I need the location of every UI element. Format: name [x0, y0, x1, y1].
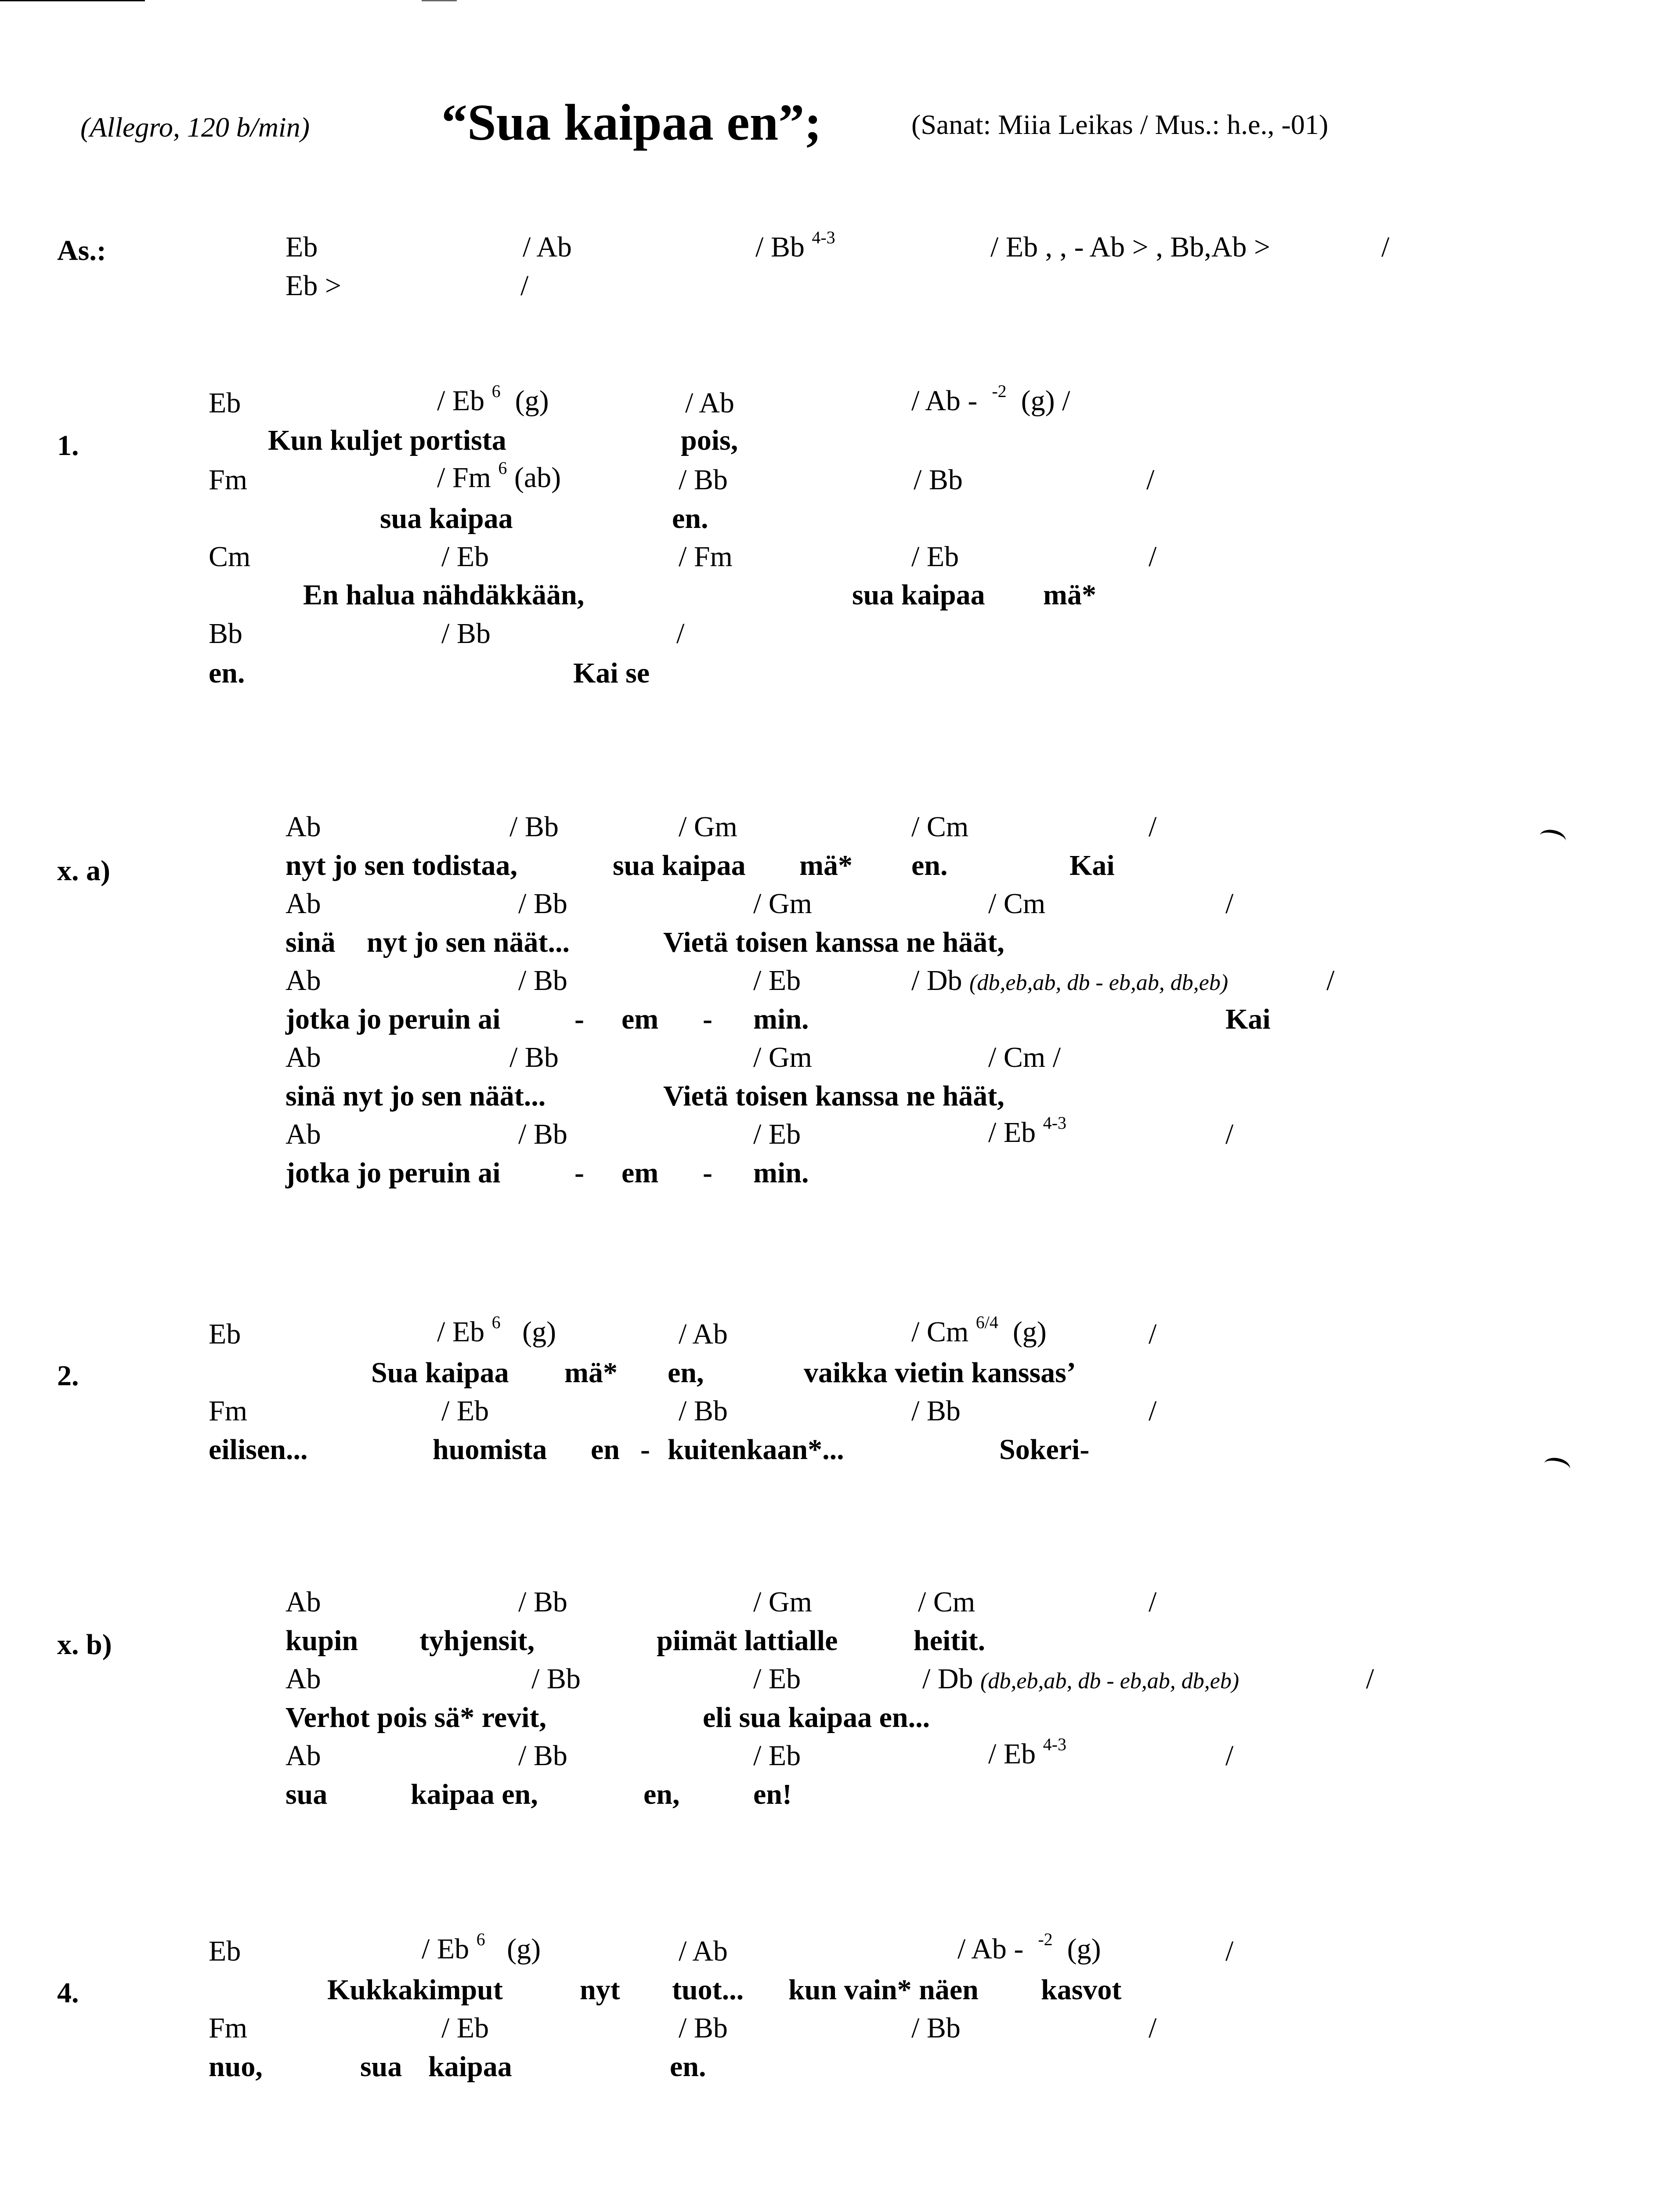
lyric: sua — [285, 1778, 328, 1810]
bar-line: / — [1225, 888, 1234, 920]
chord: Eb — [209, 387, 241, 419]
chord: / Ab — [685, 387, 734, 419]
chord: / Eb — [441, 541, 489, 573]
chord: / Cm — [988, 888, 1046, 920]
lyric: nyt jo sen näät... — [367, 926, 570, 958]
chord: / Gm — [753, 1041, 812, 1073]
lyric: en — [591, 1434, 620, 1466]
bar-line: / — [1225, 1118, 1234, 1150]
lyric: Vietä toisen kanssa ne häät, — [663, 1080, 1004, 1112]
lyric: sua — [360, 2051, 402, 2083]
lyric: en! — [753, 1778, 792, 1810]
lyric: min. — [753, 1157, 809, 1189]
chord: / Gm — [753, 888, 812, 920]
chord: / Bb — [441, 618, 491, 650]
chord: / Eb $^{4-3}$ — [988, 1734, 1066, 1770]
chord: / Ab — [523, 231, 572, 263]
chorus-a-label: x. a) — [57, 855, 110, 887]
chord: / Eb — [441, 1395, 489, 1427]
lyric: sua kaipaa — [852, 579, 985, 611]
chord: / Bb — [679, 2012, 728, 2044]
chord: / Bb — [679, 1395, 728, 1427]
bar-line: / — [1225, 1935, 1234, 1967]
chord: / Eb — [753, 1118, 801, 1150]
chord: Fm — [209, 2012, 248, 2044]
page-mark — [1543, 1456, 1572, 1477]
lyric: jotka jo peruin ai — [285, 1157, 501, 1189]
lyric: nyt — [580, 1974, 620, 2006]
chord: Ab — [285, 1118, 321, 1150]
chord: / Eb $^6$ (g) — [422, 1929, 541, 1965]
chord: / Cm — [918, 1586, 975, 1618]
lyric: em — [621, 1157, 659, 1189]
chord: / Bb — [914, 464, 963, 496]
chord: Ab — [285, 888, 321, 920]
chord: / Bb $^{4-3}$ — [755, 228, 835, 263]
chord: / Eb — [753, 964, 801, 997]
chord: / Eb — [911, 541, 959, 573]
chord: / Bb — [518, 888, 567, 920]
bar-line: / — [1149, 1318, 1157, 1350]
chord: Eb — [209, 1318, 241, 1350]
bar-line: / — [676, 618, 685, 650]
chord: Ab — [285, 1041, 321, 1073]
chord: / Eb — [441, 2012, 489, 2044]
verse-4-label: 4. — [57, 1977, 79, 2009]
chord: Ab — [285, 964, 321, 997]
lyric: en, — [668, 1357, 704, 1389]
lyric: kasvot — [1041, 1974, 1122, 2006]
verse-2-label: 2. — [57, 1360, 79, 1392]
chord: / Eb , , - Ab > , Bb,Ab > — [990, 231, 1271, 263]
bar-line: / — [1149, 811, 1157, 843]
bar-line: / — [1366, 1663, 1374, 1695]
chord: / Ab - $^{-2}$ (g) / — [911, 381, 1070, 417]
lyric: eli sua kaipaa en... — [703, 1701, 930, 1734]
lyric: heitit. — [914, 1625, 986, 1657]
chord: / Fm — [679, 541, 733, 573]
chord: / Db (db,eb,ab, db - eb,ab, db,eb) — [911, 964, 1228, 997]
lyric: kuitenkaan*... — [668, 1434, 844, 1466]
chord: / Eb — [753, 1740, 801, 1772]
lyric: - — [640, 1434, 650, 1466]
chord: / Bb — [679, 464, 728, 496]
chord: Eb > — [285, 270, 342, 302]
bar-line: / — [1149, 1395, 1157, 1427]
lyric: Sua kaipaa — [371, 1357, 509, 1389]
song-title: “Sua kaipaa en”; — [441, 94, 822, 151]
chord: Fm — [209, 464, 248, 496]
lyric: - — [703, 1157, 712, 1189]
lyric: Kai — [1225, 1003, 1271, 1035]
lyric: nyt jo sen todistaa, — [285, 849, 518, 881]
chord: / Bb — [509, 1041, 559, 1073]
chord: Ab — [285, 1663, 321, 1695]
lyric: Kai se — [573, 657, 650, 689]
chord: Cm — [209, 541, 251, 573]
lyric: em — [621, 1003, 659, 1035]
lyric: tuot... — [672, 1974, 744, 2006]
chord: Bb — [209, 618, 243, 650]
bar-line: / — [520, 270, 529, 302]
lyric: sua kaipaa — [613, 849, 746, 881]
lyric: en. — [672, 502, 708, 535]
lyric: Vietä toisen kanssa ne häät, — [663, 926, 1004, 958]
lyric: en, — [643, 1778, 680, 1810]
chord: / Bb — [911, 2012, 961, 2044]
verse-1-label: 1. — [57, 430, 79, 462]
chord: / Bb — [911, 1395, 961, 1427]
lyric: mä* — [564, 1357, 618, 1389]
lyric: nuo, — [209, 2051, 263, 2083]
lyric: sinä — [285, 926, 336, 958]
chord: Ab — [285, 1740, 321, 1772]
bar-line: / — [1326, 964, 1335, 997]
lyric: Verhot pois sä* revit, — [285, 1701, 546, 1734]
lyric: Kun kuljet portista — [268, 424, 506, 456]
intro-label: As.: — [57, 235, 106, 267]
lyric: tyhjensit, — [419, 1625, 535, 1657]
chord: / Bb — [518, 964, 567, 997]
chord: / Ab — [679, 1318, 728, 1350]
bar-line: / — [1149, 541, 1157, 573]
chord: / Eb $^6$ (g) — [437, 1312, 556, 1348]
lyric: en. — [209, 657, 245, 689]
chord: / Cm $^{6/4}$ (g) — [911, 1312, 1047, 1348]
lyric: En halua nähdäkkään, — [303, 579, 585, 611]
scan-top-mark — [422, 0, 457, 1]
chord: / Eb $^{4-3}$ — [988, 1113, 1066, 1149]
lyric: Kukkakimput — [327, 1974, 503, 2006]
lyric: kaipaa en, — [411, 1778, 538, 1810]
chord: / Cm — [911, 811, 969, 843]
page-mark — [1538, 827, 1567, 849]
lyric: eilisen... — [209, 1434, 308, 1466]
chord: / Eb $^6$ (g) — [437, 381, 549, 417]
chord: / Gm — [679, 811, 737, 843]
chord: / Bb — [509, 811, 559, 843]
chord: Ab — [285, 1586, 321, 1618]
chord: Ab — [285, 811, 321, 843]
lyric: kaipaa — [428, 2051, 512, 2083]
lyric: Sokeri- — [999, 1434, 1090, 1466]
lyric: pois, — [681, 424, 738, 456]
bar-line: / — [1225, 1740, 1234, 1772]
lyric: - — [574, 1003, 584, 1035]
lyric: - — [703, 1003, 712, 1035]
lyric: piimät lattialle — [657, 1625, 838, 1657]
bar-line: / — [1149, 2012, 1157, 2044]
chord: / Bb — [531, 1663, 581, 1695]
chord: / Db (db,eb,ab, db - eb,ab, db,eb) — [922, 1663, 1239, 1695]
chord: Eb — [209, 1935, 241, 1967]
chord: / Cm / — [988, 1041, 1061, 1073]
lyric: - — [574, 1157, 584, 1189]
chord: / Bb — [518, 1586, 567, 1618]
lyric: kun vain* näen — [788, 1974, 979, 2006]
chord: / Fm $^6$ (ab) — [437, 458, 561, 494]
lyric: sinä nyt jo sen näät... — [285, 1080, 546, 1112]
lyric: huomista — [433, 1434, 547, 1466]
song-credits: (Sanat: Miia Leikas / Mus.: h.e., -01) — [911, 109, 1329, 140]
lyric: jotka jo peruin ai — [285, 1003, 501, 1035]
bar-line: / — [1381, 231, 1390, 263]
chord: / Bb — [518, 1740, 567, 1772]
chord: / Ab — [679, 1935, 728, 1967]
bar-line: / — [1146, 464, 1155, 496]
lyric: Kai — [1069, 849, 1115, 881]
lyric: vaikka vietin kanssas’ — [804, 1357, 1076, 1389]
chorus-b-label: x. b) — [57, 1629, 112, 1661]
lyric: min. — [753, 1003, 809, 1035]
chord: Fm — [209, 1395, 248, 1427]
bar-line: / — [1149, 1586, 1157, 1618]
chord: / Bb — [518, 1118, 567, 1150]
lyric: kupin — [285, 1625, 358, 1657]
lyric: en. — [670, 2051, 706, 2083]
chord: / Eb — [753, 1663, 801, 1695]
chord: Eb — [285, 231, 318, 263]
lyric: en. — [911, 849, 948, 881]
tempo-marking: (Allegro, 120 b/min) — [80, 112, 310, 143]
lyric: mä* — [799, 849, 853, 881]
chord: / Gm — [753, 1586, 812, 1618]
lyric: mä* — [1043, 579, 1096, 611]
scan-top-rule — [0, 0, 145, 1]
lyric: sua kaipaa — [380, 502, 513, 535]
chord: / Ab - $^{-2}$ (g) — [957, 1929, 1101, 1965]
